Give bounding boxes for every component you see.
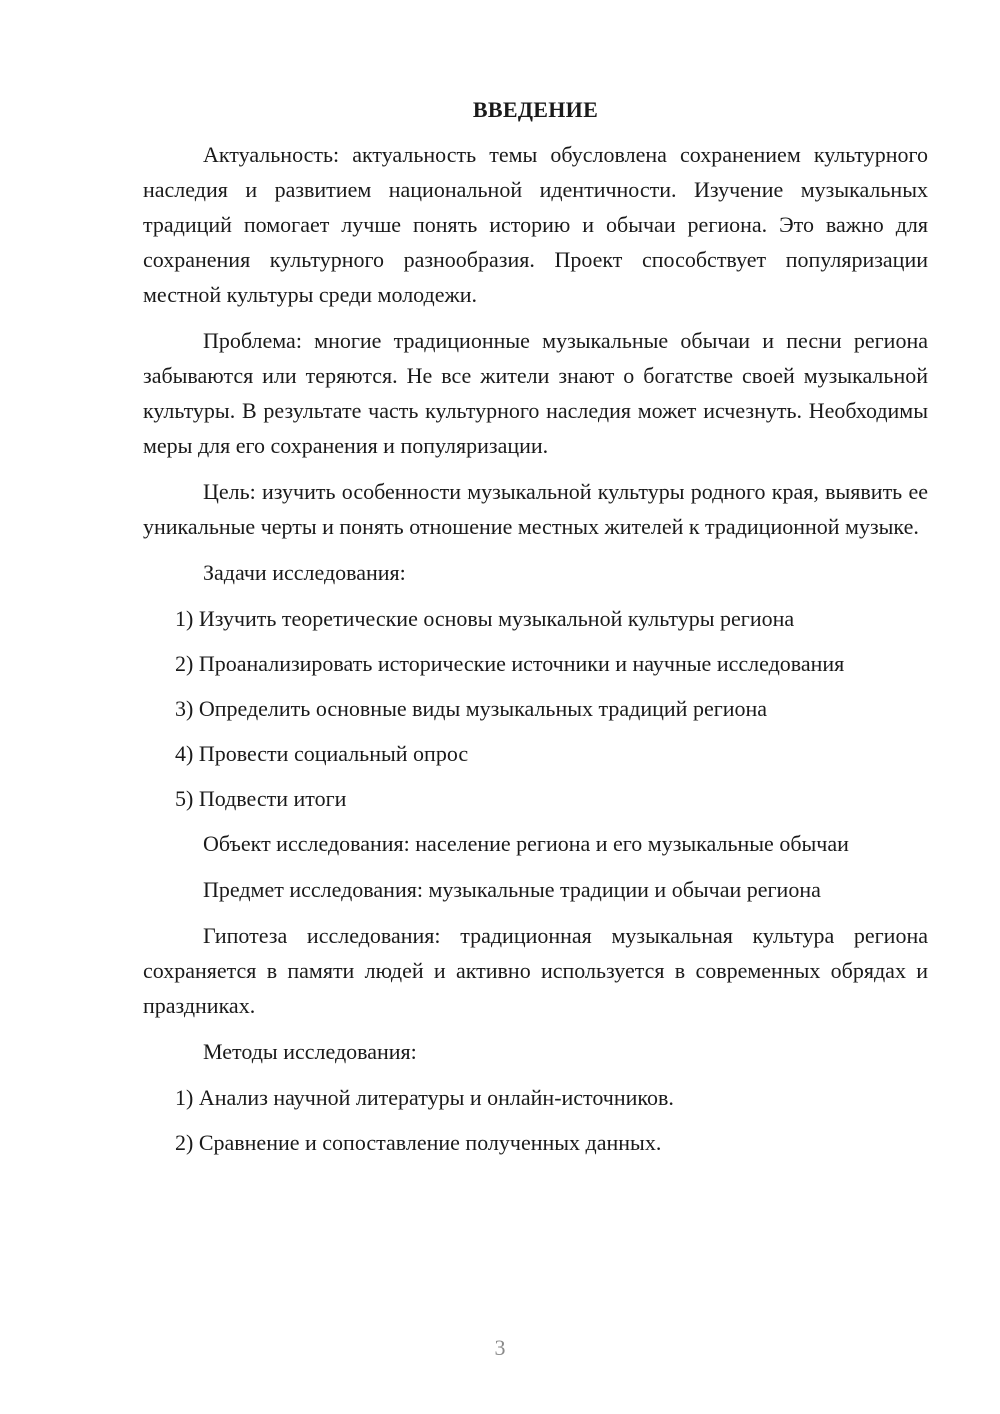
page-number: 3 xyxy=(494,1335,506,1360)
tasks-heading: Задачи исследования: xyxy=(203,560,406,585)
object-paragraph: Объект исследования: население региона и его музыкальные обычаи xyxy=(203,831,849,856)
method-item: 2) Сравнение и сопоставление полученных данных. xyxy=(175,1130,662,1155)
task-item: 4) Провести социальный опрос xyxy=(175,741,469,766)
task-item: 5) Подвести итоги xyxy=(175,786,347,811)
methods-list xyxy=(143,1080,928,1160)
subject-paragraph: Предмет исследования: музыкальные традиции и обычаи региона xyxy=(203,877,821,902)
document-page xyxy=(143,92,928,1170)
task-item: 1) Изучить теоретические основы музыкальной культуры региона xyxy=(175,606,795,631)
method-item: 1) Анализ научной литературы и онлайн-источников. xyxy=(175,1085,674,1110)
goal-paragraph: Цель: изучить особенности музыкальной культуры родного края, выявить ее уникальные черты и понять отношение местных жителей к традиционной музыке. xyxy=(143,479,928,539)
methods-heading: Методы исследования: xyxy=(203,1039,417,1064)
relevance-paragraph: Актуальность: актуальность темы обусловлена сохранением культурного наследия и развитием национальной идентичности. Изучение музыкальных традиций помогает лучше понять историю и обычаи региона. Это важно для сохранения культурного разнообразия. Проект способствует популяризации местной культуры среди молодежи. xyxy=(143,142,928,307)
problem-paragraph: Проблема: многие традиционные музыкальные обычаи и песни региона забываются или теряются. Не все жители знают о богатстве своей музыкальной культуры. В результате часть культурного наследия может исчезнуть. Необходимы меры для его сохранения и популяризации. xyxy=(143,328,928,458)
hypothesis-paragraph: Гипотеза исследования: традиционная музыкальная культура региона сохраняется в памяти людей и активно используется в современных обрядах и праздниках. xyxy=(143,923,928,1018)
task-item: 3) Определить основные виды музыкальных традиций региона xyxy=(175,696,768,721)
tasks-list xyxy=(143,601,928,816)
task-item: 2) Проанализировать исторические источники и научные исследования xyxy=(175,651,845,676)
page-title: ВВЕДЕНИЕ xyxy=(472,97,599,122)
